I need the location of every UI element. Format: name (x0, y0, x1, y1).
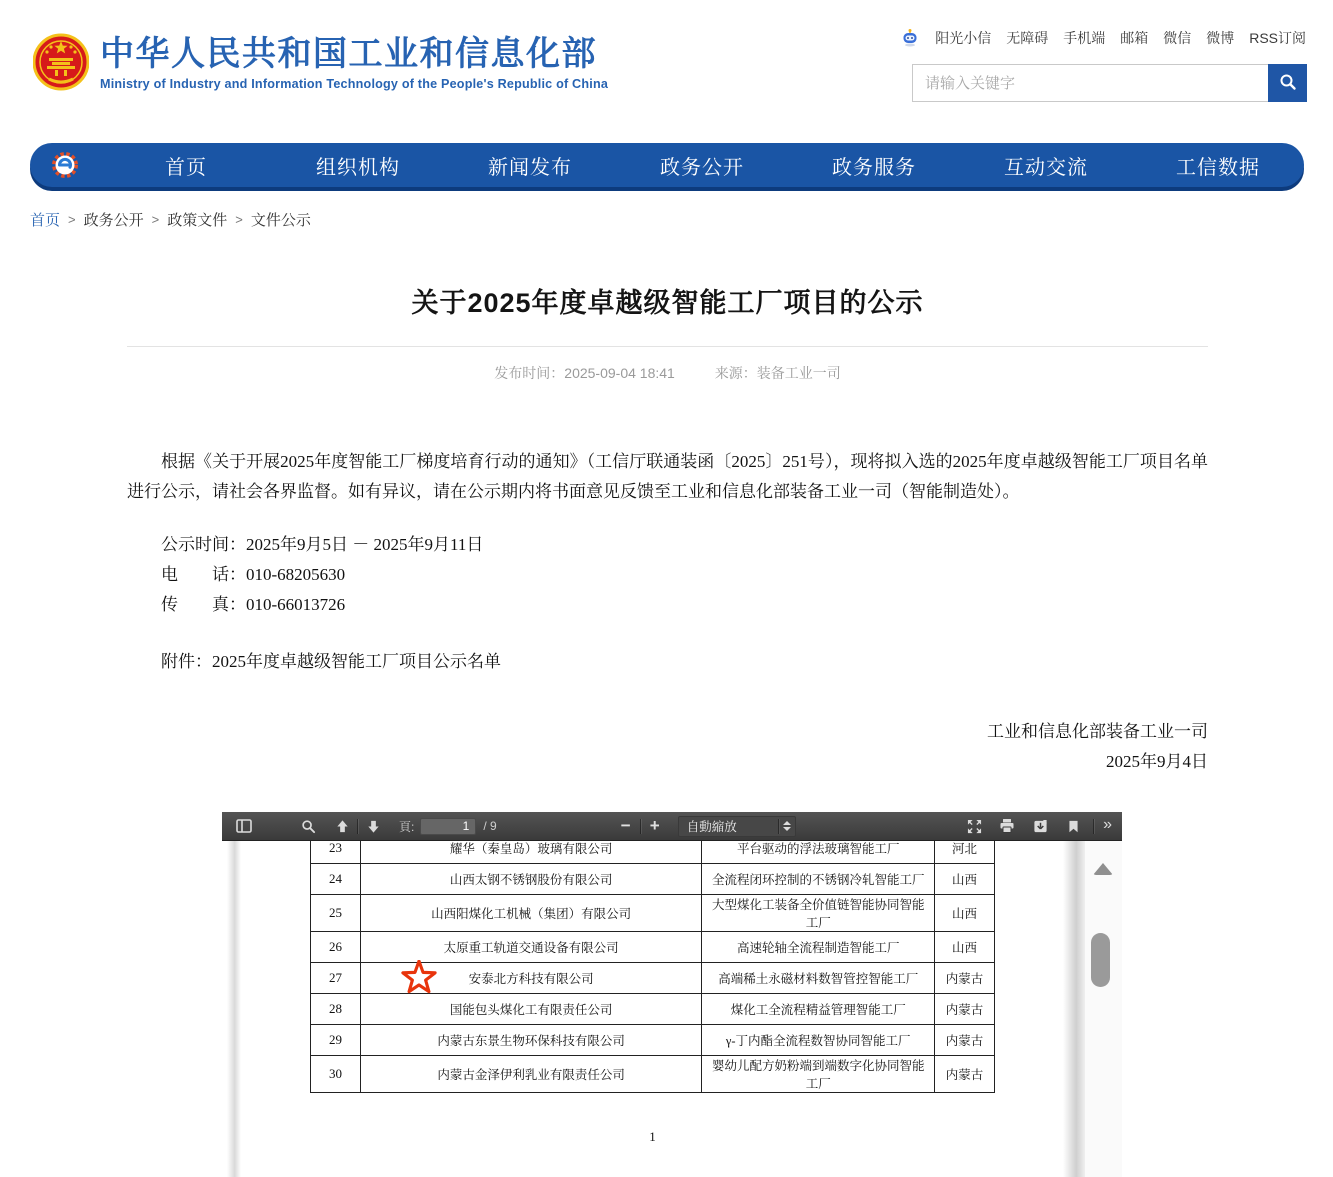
cell-province: 内蒙古 (935, 1056, 995, 1093)
cell-province: 山西 (935, 932, 995, 963)
page-down-icon[interactable] (361, 815, 385, 837)
factory-list-table (310, 841, 995, 1093)
cell-project: 平台驱动的浮法玻璃智能工厂 (702, 841, 935, 864)
toolbar-separator (640, 819, 641, 834)
nav-item-组织机构[interactable]: 组织机构 (316, 156, 400, 179)
quick-link[interactable]: 邮箱 (1120, 30, 1149, 46)
article-body (127, 447, 1208, 777)
site-title-en: Ministry of Industry and Information Technology of the People's Republic of China (100, 77, 609, 91)
zoom-select-arrows-icon (779, 821, 795, 831)
article-paragraph: 根据《关于开展2025年度智能工厂梯度培育行动的通知》（工信厅联通装函〔2025〕251号），现将拟入选的2025年度卓越级智能工厂项目名单进行公示，请社会各界监督。如有异议，请在公示期内将书面意见反馈至工业和信息化部装备工业一司（智能制造处）。 (127, 452, 1208, 501)
pdf-toolbar (222, 812, 1122, 841)
cell-company: 太原重工轨道交通设备有限公司 (360, 932, 701, 963)
search-button[interactable] (1268, 64, 1307, 102)
pdf-scrollbar (1085, 841, 1122, 1177)
table-row (311, 932, 995, 963)
page-edge-shadow (1063, 841, 1085, 1177)
nav-item-首页[interactable]: 首页 (165, 156, 207, 179)
zoom-select[interactable] (678, 816, 796, 837)
breadcrumb-item[interactable]: 政务公开 (83, 212, 144, 229)
table-row (311, 864, 995, 895)
quick-link[interactable]: 微信 (1163, 30, 1192, 46)
source: 来源：装备工业一司 (714, 365, 841, 381)
article (127, 281, 1208, 777)
pdf-body (222, 841, 1122, 1177)
signature-block (127, 717, 1208, 777)
phone-line: 电 话：010-68205630 (161, 565, 346, 584)
cell-company: 安泰北方科技有限公司 (360, 963, 701, 994)
cell-project: 全流程闭环控制的不锈钢冷轧智能工厂 (702, 864, 935, 895)
attachment-link[interactable]: 附件：2025年度卓越级智能工厂项目公示名单 (161, 652, 501, 671)
star-annotation-icon (401, 960, 437, 996)
signature-date: 2025年9月4日 (1106, 752, 1208, 771)
cell-company: 国能包头煤化工有限责任公司 (360, 994, 701, 1025)
nav-item-工信数据[interactable]: 工信数据 (1176, 156, 1260, 179)
table-row (311, 1025, 995, 1056)
more-tools-icon[interactable]: » (1103, 816, 1112, 833)
cell-number: 24 (311, 864, 361, 895)
nav-item-政务公开[interactable]: 政务公开 (660, 156, 744, 179)
cell-company: 山西阳煤化工机械（集团）有限公司 (360, 895, 701, 932)
cell-number: 26 (311, 932, 361, 963)
page-up-icon[interactable] (330, 815, 354, 837)
cell-province: 内蒙古 (935, 963, 995, 994)
zoom-out-button[interactable]: − (620, 816, 631, 835)
site-title-cn: 中华人民共和国工业和信息化部 (100, 35, 597, 73)
zoom-select-value: 自動縮放 (686, 820, 737, 834)
cell-province: 内蒙古 (935, 1025, 995, 1056)
table-row (311, 841, 995, 864)
cell-company: 内蒙古东景生物环保科技有限公司 (360, 1025, 701, 1056)
table-row (311, 895, 995, 932)
cell-number: 28 (311, 994, 361, 1025)
bookmark-icon[interactable] (1061, 815, 1085, 837)
cell-company: 山西太钢不锈钢股份有限公司 (360, 864, 701, 895)
mascot-icon (900, 28, 920, 48)
search-bar (912, 64, 1307, 102)
notice-period: 公示时间：2025年9月5日 － 2025年9月11日 (161, 535, 484, 554)
cell-company: 耀华（秦皇岛）玻璃有限公司 (360, 841, 701, 864)
breadcrumb (30, 209, 311, 230)
cell-number: 23 (311, 841, 361, 864)
breadcrumb-item[interactable]: 政策文件 (167, 212, 228, 229)
presentation-mode-icon[interactable] (962, 815, 986, 837)
pdf-page (222, 841, 1085, 1177)
quick-link[interactable]: 阳光小信 (935, 30, 992, 46)
fax-line: 传 真：010-66013726 (161, 595, 346, 614)
cell-project: 煤化工全流程精益管理智能工厂 (702, 994, 935, 1025)
national-emblem-logo (33, 31, 89, 93)
download-icon[interactable] (1028, 815, 1052, 837)
signature-org: 工业和信息化部装备工业一司 (987, 722, 1208, 741)
doc-page-number: 1 (649, 1129, 656, 1144)
quick-link[interactable]: 手机端 (1063, 30, 1106, 46)
breadcrumb-separator: > (235, 212, 243, 227)
article-meta (127, 363, 1208, 383)
cell-project: 大型煤化工装备全价值链智能协同智能工厂 (702, 895, 935, 932)
search-input[interactable] (913, 65, 1268, 101)
cell-number: 29 (311, 1025, 361, 1056)
contact-info (127, 530, 1208, 620)
cell-number: 25 (311, 895, 361, 932)
quick-link[interactable]: RSS订阅 (1249, 30, 1306, 46)
nav-item-政务服务[interactable]: 政务服务 (832, 156, 916, 179)
quick-link[interactable]: 微博 (1206, 30, 1235, 46)
cell-province: 山西 (935, 864, 995, 895)
print-icon[interactable] (995, 815, 1019, 837)
quick-links-bar (900, 28, 1306, 48)
publish-time: 发布时间：2025-09-04 18:41 (494, 365, 675, 381)
nav-item-互动交流[interactable]: 互动交流 (1004, 156, 1088, 179)
toolbar-separator (1093, 819, 1094, 834)
search-icon (1279, 73, 1297, 94)
nav-item-新闻发布[interactable]: 新闻发布 (488, 156, 572, 179)
nav-gear-logo-icon (30, 150, 100, 180)
cell-project: 高速轮轴全流程制造智能工厂 (702, 932, 935, 963)
breadcrumb-separator: > (68, 212, 76, 227)
scroll-up-arrow[interactable] (1093, 863, 1113, 875)
scrollbar-thumb[interactable] (1091, 933, 1110, 987)
cell-province: 内蒙古 (935, 994, 995, 1025)
cell-project: 高端稀土永磁材料数智管控智能工厂 (702, 963, 935, 994)
page-label: 頁: (399, 819, 415, 834)
page-total: / 9 (483, 819, 497, 833)
table-row (311, 963, 995, 994)
zoom-in-button[interactable]: + (649, 816, 660, 835)
table-row (311, 1056, 995, 1093)
page-number-input[interactable] (420, 818, 476, 835)
main-nav (30, 143, 1304, 187)
find-icon[interactable] (296, 815, 320, 837)
quick-link[interactable]: 无障碍 (1006, 30, 1049, 46)
page-edge-shadow (227, 841, 241, 1177)
cell-project: γ-丁内酯全流程数智协同智能工厂 (702, 1025, 935, 1056)
toolbar-separator (357, 819, 358, 834)
breadcrumb-item[interactable]: 文件公示 (250, 212, 311, 229)
breadcrumb-item[interactable]: 首页 (30, 212, 61, 229)
site-title-block (100, 36, 608, 91)
cell-province: 河北 (935, 841, 995, 864)
breadcrumb-separator: > (151, 212, 160, 227)
cell-company: 内蒙古金泽伊利乳业有限责任公司 (360, 1056, 701, 1093)
nav-items (100, 151, 1304, 180)
page-title: 关于2025年度卓越级智能工厂项目的公示 (127, 281, 1208, 347)
cell-number: 30 (311, 1056, 361, 1093)
cell-project: 婴幼儿配方奶粉端到端数字化协同智能工厂 (702, 1056, 935, 1093)
sidebar-toggle-icon[interactable] (232, 815, 256, 837)
table-row (311, 994, 995, 1025)
cell-province: 山西 (935, 895, 995, 932)
pdf-viewer (222, 812, 1122, 1177)
cell-number: 27 (311, 963, 361, 994)
quick-links-list (935, 28, 1306, 48)
